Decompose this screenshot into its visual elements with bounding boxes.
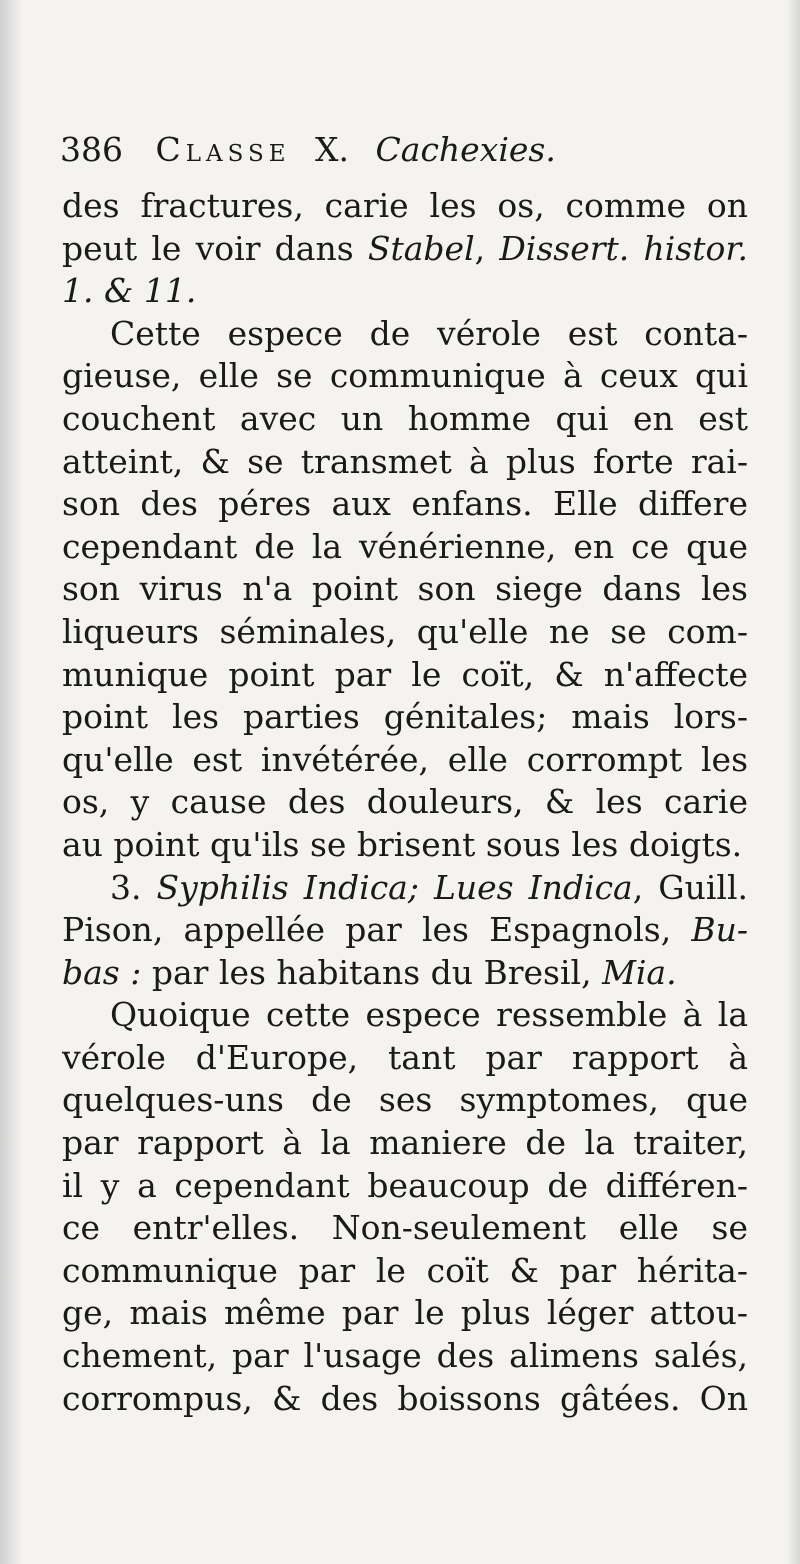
text-line bbox=[62, 867, 748, 910]
edge-shadow bbox=[786, 0, 800, 1564]
text-segment: 3. bbox=[110, 867, 157, 907]
text-line bbox=[62, 185, 748, 228]
text-segment: communique par le coït & par hérita- bbox=[62, 1250, 748, 1290]
text-segment: par rapport à la maniere de la traiter, bbox=[62, 1123, 748, 1163]
italic-text-segment: 1. & 11. bbox=[62, 271, 197, 311]
text-line bbox=[62, 526, 748, 569]
text-line bbox=[62, 781, 748, 824]
italic-text-segment: Dissert. histor. bbox=[499, 228, 748, 268]
text-segment: cependant de la vénérienne, en ce que bbox=[62, 526, 748, 566]
text-segment: il y a cependant beaucoup de différen- bbox=[62, 1165, 748, 1205]
text-segment: ce entr'elles. Non-seulement elle se bbox=[62, 1208, 748, 1248]
chapter-topic: Cachexies. bbox=[375, 130, 556, 169]
text-line bbox=[62, 398, 748, 441]
text-line bbox=[62, 1378, 748, 1421]
text-segment: son des péres aux enfans. Elle differe bbox=[62, 484, 748, 524]
class-numeral: X. bbox=[315, 130, 350, 169]
text-segment: des fractures, carie les os, comme on bbox=[62, 186, 748, 225]
text-line bbox=[62, 1122, 748, 1165]
text-line bbox=[62, 994, 748, 1037]
text-line bbox=[62, 1250, 748, 1293]
text-line bbox=[62, 228, 748, 271]
text-segment: peut le voir dans bbox=[62, 228, 368, 268]
text-segment: qu'elle est invétérée, elle corrompt les bbox=[62, 739, 748, 779]
text-segment: son virus n'a point son siege dans les bbox=[62, 569, 748, 609]
text-segment: couchent avec un homme qui en est bbox=[62, 398, 748, 438]
text-segment: , Guill. bbox=[632, 867, 748, 907]
page-number: 386 bbox=[60, 130, 123, 169]
text-segment: par les habitans du Bresil, bbox=[141, 952, 603, 992]
text-line bbox=[62, 568, 748, 611]
text-line bbox=[62, 313, 748, 356]
text-segment: atteint, & se transmet à plus forte rai- bbox=[62, 441, 748, 481]
text-line bbox=[62, 1165, 748, 1208]
italic-text-segment: Syphilis Indica; Lues Indica bbox=[156, 867, 633, 907]
text-line bbox=[62, 696, 748, 739]
text-line bbox=[62, 483, 748, 526]
text-segment: Pison, appellée par les Espagnols, bbox=[62, 910, 692, 950]
text-line bbox=[62, 611, 748, 654]
italic-text-segment: bas : bbox=[62, 952, 142, 992]
text-line bbox=[62, 1037, 748, 1080]
text-segment: vérole d'Europe, tant par rapport à bbox=[62, 1037, 748, 1077]
text-line bbox=[62, 1335, 748, 1378]
text-line bbox=[62, 654, 748, 697]
text-line bbox=[62, 824, 748, 867]
text-line bbox=[62, 1207, 748, 1250]
text-line bbox=[62, 270, 748, 313]
text-line bbox=[62, 909, 748, 952]
text-line bbox=[62, 1079, 748, 1122]
text-segment: os, y cause des douleurs, & les carie bbox=[62, 782, 748, 822]
text-segment: point les parties génitales; mais lors- bbox=[62, 697, 748, 737]
text-segment: Quoique cette espece ressemble à la bbox=[110, 995, 748, 1035]
text-line bbox=[62, 952, 748, 995]
italic-text-segment: Bu- bbox=[691, 910, 748, 950]
text-line bbox=[62, 739, 748, 782]
text-line bbox=[62, 355, 748, 398]
text-segment: ge, mais même par le plus léger attou- bbox=[62, 1293, 748, 1333]
italic-text-segment: Mia. bbox=[602, 952, 677, 992]
text-line bbox=[62, 1292, 748, 1335]
italic-text-segment: Stabel bbox=[367, 228, 475, 268]
class-label: Classe bbox=[155, 130, 291, 169]
gutter-shadow bbox=[0, 0, 22, 1564]
text-segment: gieuse, elle se communique à ceux qui bbox=[62, 356, 748, 396]
text-line bbox=[62, 441, 748, 484]
text-segment: , bbox=[474, 228, 500, 268]
running-header bbox=[60, 128, 760, 172]
text-segment: au point qu'ils se brisent sous les doigts. bbox=[62, 824, 743, 864]
text-segment: chement, par l'usage des alimens salés, bbox=[62, 1336, 748, 1376]
body-text bbox=[62, 185, 748, 1420]
text-segment: Cette espece de vérole est conta- bbox=[110, 313, 748, 353]
text-segment: liqueurs séminales, qu'elle ne se com- bbox=[62, 611, 748, 651]
text-segment: munique point par le coït, & n'affecte bbox=[62, 654, 748, 694]
text-segment: quelques-uns de ses symptomes, que bbox=[62, 1080, 748, 1120]
text-segment: corrompus, & des boissons gâtées. On bbox=[62, 1378, 748, 1418]
